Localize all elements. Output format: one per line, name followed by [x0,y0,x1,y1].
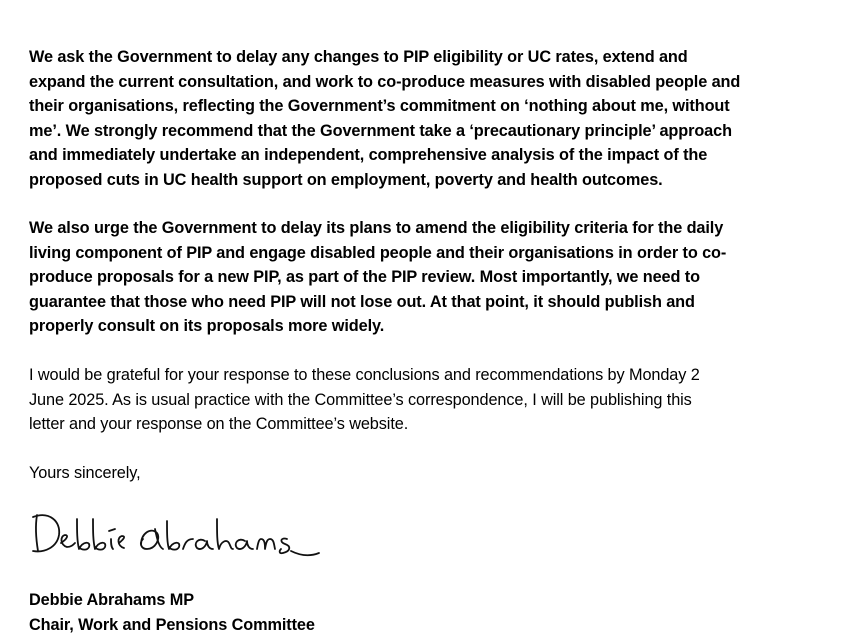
recommendation-paragraph-2 [29,216,726,339]
text-line: guarantee that those who need PIP will not lose out. At that point, it should publish and [29,292,695,311]
text-line: me’. We strongly recommend that the Government take a ‘precautionary principle’ approach [29,121,732,140]
text-line: and immediately undertake an independent, comprehensive analysis of the impact of the [29,146,708,164]
text-line: properly consult on its proposals more widely. [29,317,385,335]
signatory-block [29,588,315,637]
text-line: living component of PIP and engage disabled people and their organisations in order to co- [29,243,727,262]
text-line: I would be grateful for your response to these conclusions and recommendations by Monday 2 [29,366,700,384]
text-line: letter and your response on the Committee’s website. [29,415,409,433]
response-request-paragraph [29,363,700,437]
signatory-name: Debbie Abrahams MP [29,591,194,609]
text-line: We ask the Government to delay any changes to PIP eligibility or UC rates, extend and [29,48,688,66]
closing-salutation: Yours sincerely, [29,464,141,482]
text-line: June 2025. As is usual practice with the Committee’s correspondence, I will be publishing this [29,390,692,409]
text-line: We also urge the Government to delay its plans to amend the eligibility criteria for the daily [29,219,724,237]
text-line: proposed cuts in UC health support on employment, poverty and health outcomes. [29,170,663,189]
signatory-title: Chair, Work and Pensions Committee [29,615,315,634]
text-line: produce proposals for a new PIP, as part of the PIP review. Most importantly, we need to [29,268,700,286]
text-line: expand the current consultation, and work to co-produce measures with disabled people and [29,72,741,91]
handwritten-signature [29,505,329,565]
text-line: their organisations, reflecting the Government’s commitment on ‘nothing about me, without [29,97,730,115]
recommendation-paragraph-1 [29,45,740,192]
